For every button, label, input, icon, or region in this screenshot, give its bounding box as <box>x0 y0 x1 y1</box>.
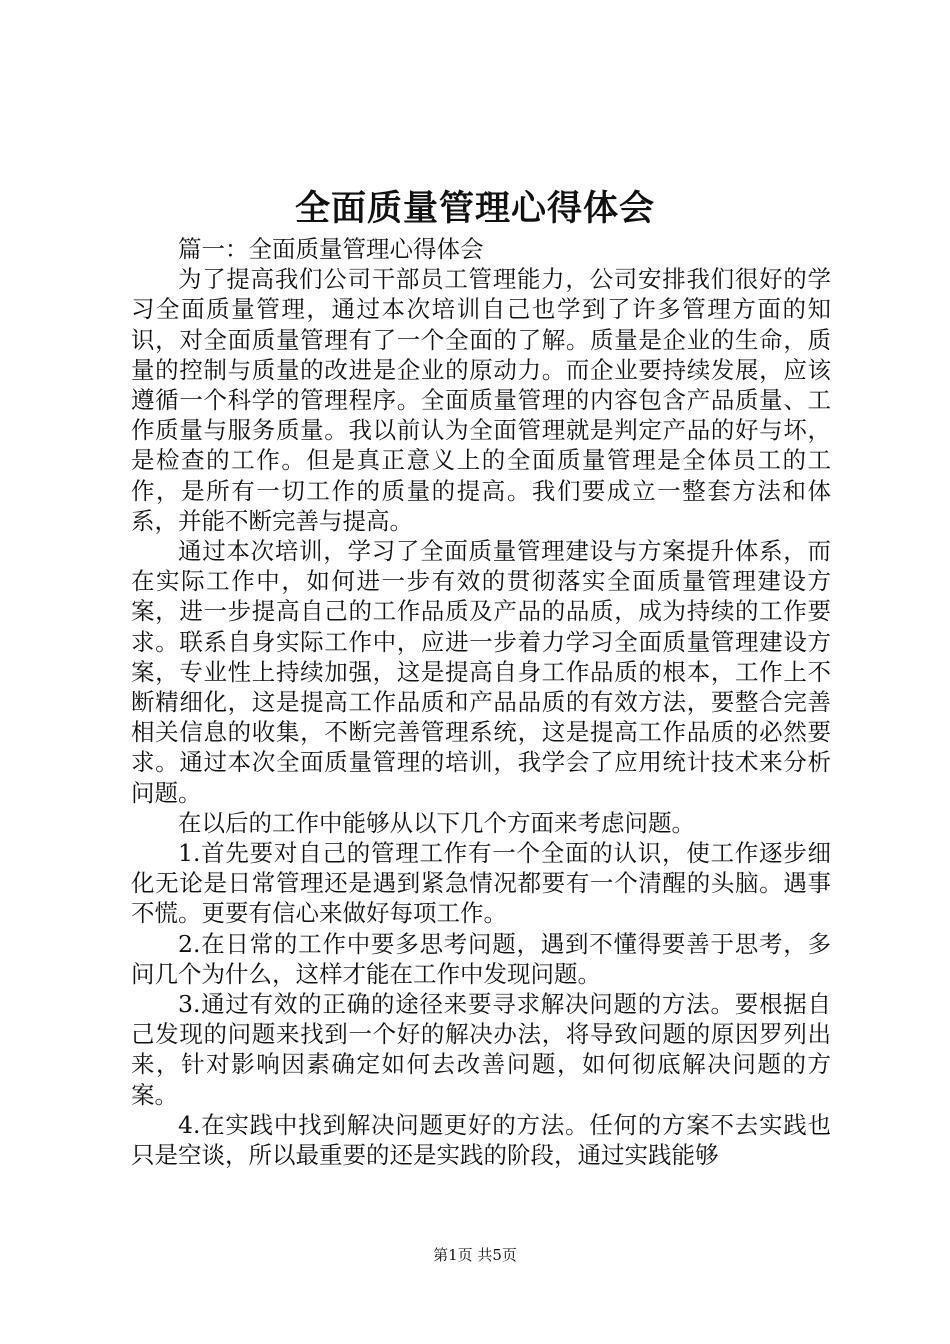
list-item: 4.在实践中找到解决问题更好的方法。任何的方案不去实践也只是空谈，所以最重要的还是实践的阶段，通过实践能够 <box>131 1110 831 1170</box>
document-title: 全面质量管理心得体会 <box>294 188 655 229</box>
list-item: 3.通过有效的正确的途径来要寻求解决问题的方法。要根据自己发现的问题来找到一个好的解决办法，将导致问题的原因罗列出来，针对影响因素确定如何去改善问题，如何彻底解决问题的方案。 <box>131 990 831 1109</box>
body-paragraph: 在以后的工作中能够从以下几个方面来考虑问题。 <box>178 808 695 837</box>
list-item: 1.首先要对自己的管理工作有一个全面的认识，使工作逐步细化无论是日常管理还是遇到紧急情况都要有一个清醒的头脑。遇事不慌。更要有信心来做好每项工作。 <box>131 839 831 928</box>
list-item: 2.在日常的工作中要多思考问题，遇到不懂得要善于思考，多问几个为什么，这样才能在工作中发现问题。 <box>131 929 831 988</box>
section-heading: 篇一：全面质量管理心得体会 <box>178 235 484 263</box>
document-body <box>131 234 831 1170</box>
page-footer: 第1页 共5页 <box>433 1246 517 1264</box>
body-paragraph: 通过本次培训，学习了全面质量管理建设与方案提升体系，而在实际工作中，如何进一步有效的贯彻落实全面质量管理建设方案，进一步提高自己的工作品质及产品的品质，成为持续的工作要求。联系自身实际工作中，应进一步着力学习全面质量管理建设方案，专业性上持续加强，这是提高自身工作品质的根本，工作上不断精细化，这是提高工作品质和产品品质的有效方法，要整合完善相关信息的收集，不断完善管理系统，这是提高工作品质的必然要求。通过本次全面质量管理的培训，我学会了应用统计技术来分析问题。 <box>131 537 831 807</box>
body-paragraph: 为了提高我们公司干部员工管理能力，公司安排我们很好的学习全面质量管理，通过本次培训自己也学到了许多管理方面的知识，对全面质量管理有了一个全面的了解。质量是企业的生命，质量的控制与质量的改进是企业的原动力。而企业要持续发展，应该遵循一个科学的管理程序。全面质量管理的内容包含产品质量、工作质量与服务质量。我以前认为全面管理就是判定产品的好与坏，是检查的工作。但是真正意义上的全面质量管理是全体员工的工作，是所有一切工作的质量的提高。我们要成立一整套方法和体系，并能不断完善与提高。 <box>131 265 831 535</box>
